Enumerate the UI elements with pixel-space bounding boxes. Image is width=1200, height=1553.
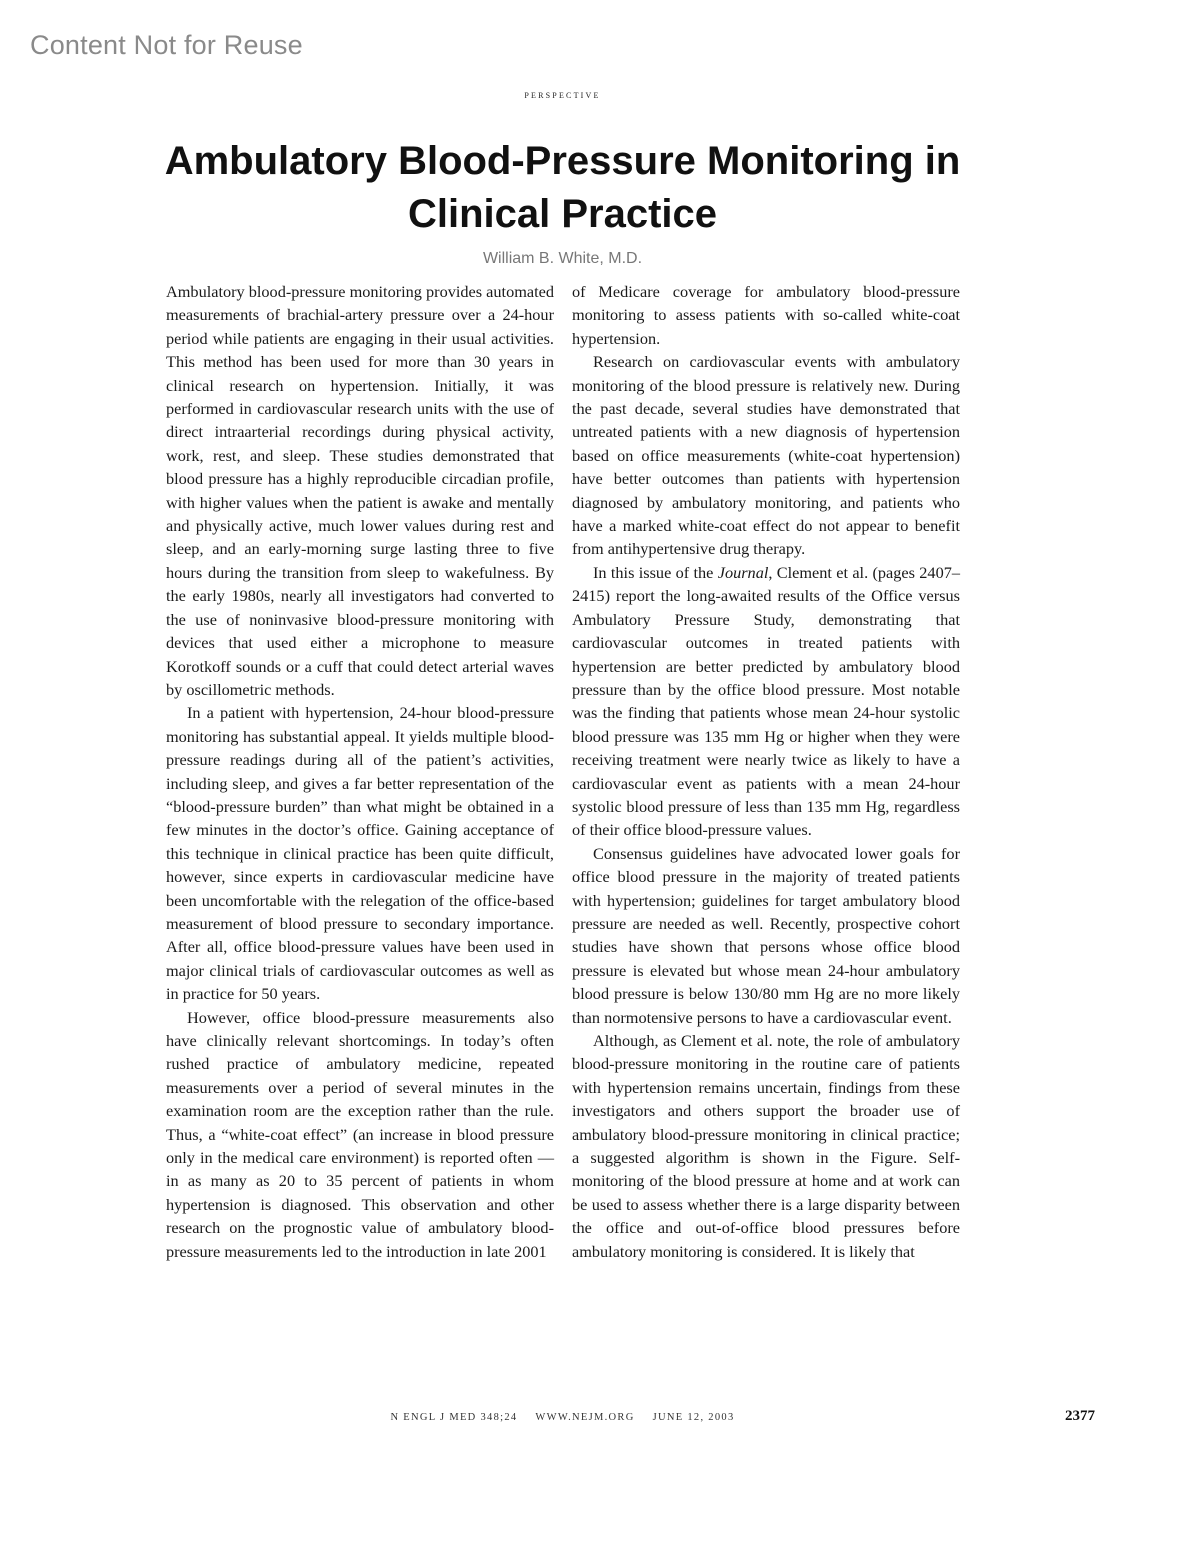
paragraph-text: In this issue of the xyxy=(593,562,718,582)
section-label: perspective xyxy=(524,87,601,101)
body-paragraph: Ambulatory blood-pressure monitoring provides automated measurements of brachial-artery pressure over a 24-hour period while patients are engaging in their usual activities. This method has been used for more than 30 years in clinical research on hypertension. Initially, it was performed in cardiovascular research units with the use of direct intraarterial recordings during physical activity, work, rest, and sleep. These studies demonstrated that blood pressure has a highly reproducible circadian profile, with higher values when the patient is awake and mentally and physically active, much lower values during rest and sleep, and an early-morning surge lasting three to five hours during the transition from sleep to wakefulness. By the early 1980s, nearly all investigators had converted to the use of noninvasive blood-pressure monitoring with devices that used either a microphone to measure Korotkoff sounds or a cuff that could detect arterial waves by oscillometric methods. xyxy=(166,282,554,699)
body-paragraph: Although, as Clement et al. note, the role of ambulatory blood-pressure monitoring in the routine care of patients with hypertension remains uncertain, findings from these investigators and others support the broader use of ambulatory blood-pressure monitoring in clinical practice; a suggested algorithm is shown in the Figure. Self-monitoring of the blood pressure at home and at work can be used to assess whether there is a large disparity between the office and out-of-office blood pressures before ambulatory monitoring is considered. It is likely that xyxy=(572,1031,960,1261)
author-byline: William B. White, M.D. xyxy=(482,250,643,267)
body-paragraph: of Medicare coverage for ambulatory blood-pressure monitoring to assess patients with so-called white-coat hypertension. xyxy=(572,282,960,348)
body-paragraph: However, office blood-pressure measurements also have clinically relevant shortcomings. In today’s often rushed practice of ambulatory medicine, repeated measurements over a period of several minutes in the examination room are the exception rather than the rule. Thus, a “white-coat effect” (an increase in blood pressure only in the medical care environment) is reported often — in as many as 20 to 35 percent of patients in whom hypertension is diagnosed. This observation and other research on the prognostic value of ambulatory blood-pressure measurements led to the introduction in late 2001 xyxy=(166,1007,554,1261)
body-paragraph xyxy=(572,561,960,842)
body-paragraph: In a patient with hypertension, 24-hour blood-pressure monitoring has substantial appeal. It yields multiple blood-pressure readings during all of the patient’s activities, including sleep, and gives a far better representation of the “blood-pressure burden” than what might be obtained in a few minutes in the doctor’s office. Gaining acceptance of this technique in clinical practice has been quite difficult, however, since experts in cardiovascular medicine have been uncomfortable with the relegation of the office-based measurement of blood pressure to secondary importance. After all, office blood-pressure values have been used in major clinical trials of cardiovascular outcomes as well as in practice for 50 years. xyxy=(166,703,554,1004)
journal-name: Journal xyxy=(717,562,769,582)
page-number: 2377 xyxy=(1065,1408,1095,1424)
watermark: Content Not for Reuse xyxy=(30,30,303,60)
article-title: Ambulatory Blood-Pressure Monitoring in Clinical Practice xyxy=(164,139,961,236)
page-footer xyxy=(0,1412,1125,1423)
body-paragraph: Consensus guidelines have advocated lower goals for office blood pressure in the majority of treated patients with hypertension; guidelines for target ambulatory blood pressure are needed as well. Recently, prospective cohort studies have shown that persons whose office blood pressure is elevated but whose mean 24-hour ambulatory blood pressure is below 130/80 mm Hg are no more likely than normotensive persons to have a cardiovascular event. xyxy=(572,843,960,1027)
footer-date: JUNE 12, 2003 xyxy=(652,1412,735,1423)
footer-website: WWW.NEJM.ORG xyxy=(535,1412,635,1423)
body-paragraph: Research on cardiovascular events with ambulatory monitoring of the blood pressure is relatively new. During the past decade, several studies have demonstrated that untreated patients with a new diagnosis of hypertension based on office measurements (white-coat hypertension) have better outcomes than patients with hypertension diagnosed by ambulatory monitoring, and patients who have a marked white-coat effect do not appear to benefit from antihypertensive drug therapy. xyxy=(572,352,960,559)
footer-journal: N ENGL J MED 348;24 xyxy=(390,1412,518,1423)
paragraph-text: , Clement et al. (pages 2407–2415) report the long-awaited results of the Office versus Ambulatory Pressure Study, demonstrating that cardiovascular outcomes in treated patients with hypertension are better predicted by ambulatory blood pressure than by the office blood pressure. Most notable was the finding that patients whose mean 24-hour systolic blood pressure was 135 mm Hg or higher when they were receiving treatment were nearly twice as likely to have a cardiovascular event as patients with a mean 24-hour systolic blood pressure of less than 135 mm Hg, regardless of their office blood-pressure values. xyxy=(572,562,960,840)
right-column xyxy=(572,280,960,1263)
left-column xyxy=(166,280,554,1263)
